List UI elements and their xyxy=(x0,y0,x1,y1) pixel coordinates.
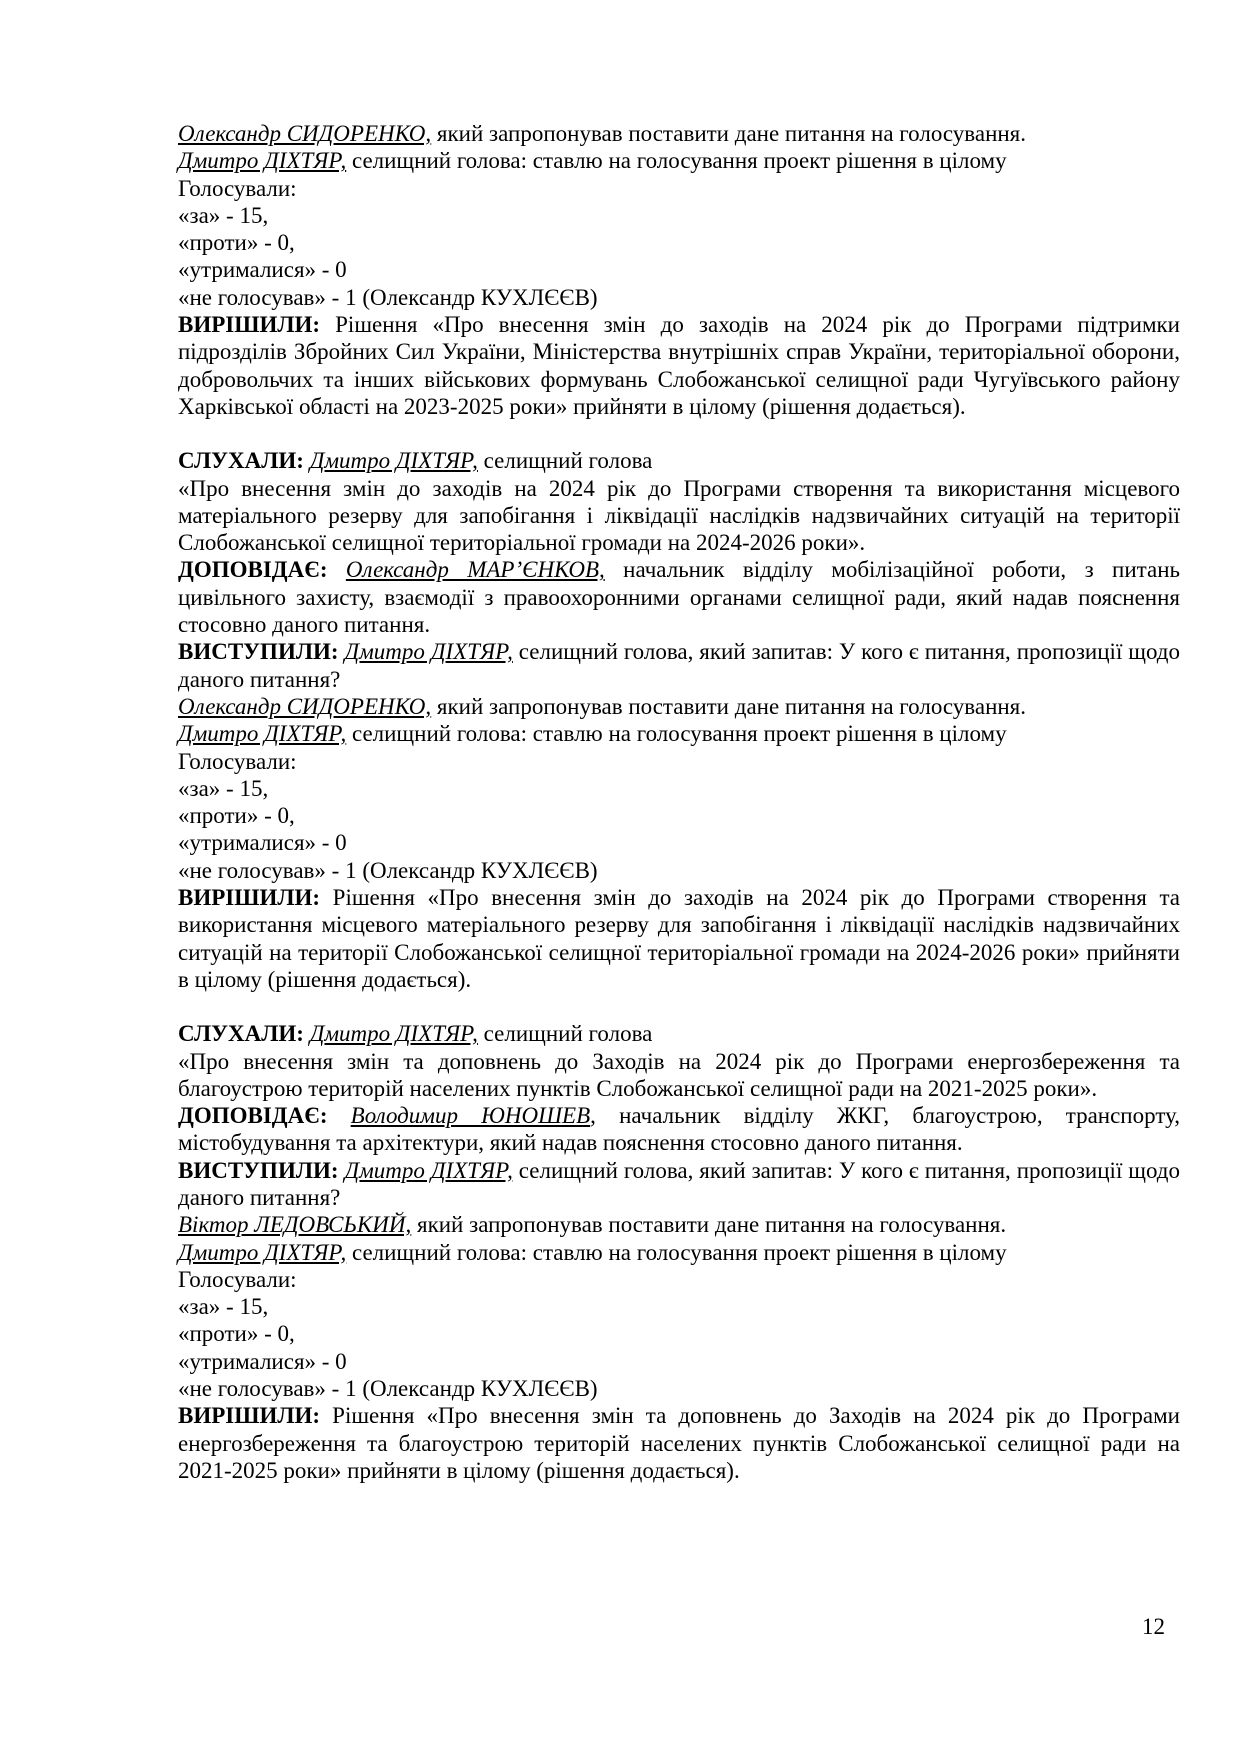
spoke-label: ВИСТУПИЛИ: xyxy=(178,639,339,665)
put-to-vote-text: селищний голова: ставлю на голосування проект рішення в цілому xyxy=(346,148,1007,174)
vote-absent: «не голосував» - 1 (Олександр КУХЛЄЄВ) xyxy=(178,1376,598,1402)
voted-label: Голосували: xyxy=(178,175,297,201)
page-number: 12 xyxy=(1142,1614,1165,1639)
vote-for: «за» - 15, xyxy=(178,202,269,228)
vote-abstain: «утрималися» - 0 xyxy=(178,830,347,856)
put-to-vote-text: селищний голова: ставлю на голосування проект рішення в цілому xyxy=(346,721,1007,747)
decision-paragraph xyxy=(178,1402,1180,1484)
document-body xyxy=(178,120,1180,1484)
vote-against: «проти» - 0, xyxy=(178,230,295,256)
put-to-vote-line xyxy=(178,147,1180,174)
speaker-name: Дмитро ДІХТЯР, xyxy=(344,639,513,665)
voted-label: Голосували: xyxy=(178,1266,297,1292)
decided-label: ВИРІШИЛИ: xyxy=(178,312,321,338)
speaker-role: селищний голова xyxy=(477,1021,653,1047)
voted-label: Голосували: xyxy=(178,748,297,774)
reporter-paragraph xyxy=(178,1102,1180,1157)
spoke-paragraph xyxy=(178,638,1180,693)
speaker-name: Віктор ЛЕДОВСЬКИЙ, xyxy=(178,1212,412,1238)
vote-for: «за» - 15, xyxy=(178,1294,269,1320)
reporter-role: , начальник відділу ЖКГ, благоустрою, транспорту, містобудування та архітектури, який надав пояснення стосовно даного питання. xyxy=(178,1103,1181,1156)
reporter-paragraph xyxy=(178,556,1180,638)
reporter-role: начальник відділу мобілізаційної роботи, з питань цивільного захисту, взаємодії з правоохоронними органами селищної ради, який надав пояснення стосовно даного питання. xyxy=(178,557,1181,638)
put-to-vote-line xyxy=(178,1239,1180,1266)
topic-paragraph: «Про внесення змін до заходів на 2024 рік до Програми створення та використання місцевого матеріального резерву для запобігання і ліквідації наслідків надзвичайних ситуацій на території Слобожанської селищної територіальної громади на 2024-2026 роки». xyxy=(178,475,1180,556)
proposal-line xyxy=(178,693,1180,720)
vote-absent: «не голосував» - 1 (Олександр КУХЛЄЄВ) xyxy=(178,284,598,310)
decided-label: ВИРІШИЛИ: xyxy=(178,885,321,911)
vote-against: «проти» - 0, xyxy=(178,803,295,829)
speaker-name: Олександр СИДОРЕНКО, xyxy=(178,121,432,146)
vote-against: «проти» - 0, xyxy=(178,1321,295,1347)
speaker-name: Дмитро ДІХТЯР, xyxy=(344,1157,513,1183)
decided-label: ВИРІШИЛИ: xyxy=(178,1403,321,1429)
reporter-name: Володимир ЮНОШЕВ xyxy=(350,1103,591,1129)
speaker-name: Дмитро ДІХТЯР, xyxy=(309,448,478,474)
proposal-line xyxy=(178,120,1180,147)
proposal-text: який запропонував поставити дане питання на голосування. xyxy=(431,121,1027,146)
listened-label: СЛУХАЛИ: xyxy=(178,448,304,474)
decision-paragraph xyxy=(178,311,1180,420)
spoke-paragraph xyxy=(178,1157,1180,1212)
reports-label: ДОПОВІДАЄ: xyxy=(178,557,328,583)
vote-abstain: «утрималися» - 0 xyxy=(178,257,347,283)
vote-absent: «не голосував» - 1 (Олександр КУХЛЄЄВ) xyxy=(178,857,598,883)
proposal-line xyxy=(178,1211,1180,1238)
section-gap xyxy=(178,993,1180,1020)
decision-paragraph xyxy=(178,884,1180,993)
proposal-text: який запропонував поставити дане питання на голосування. xyxy=(411,1212,1007,1238)
put-to-vote-line xyxy=(178,720,1180,747)
decision-text: Рішення «Про внесення змін та доповнень до Заходів на 2024 рік до Програми енергозбереження та благоустрою територій населених пунктів Слобожанської селищної ради на 2021-2025 роки» прийняти в цілому (рішення додається). xyxy=(178,1403,1180,1483)
listened-label: СЛУХАЛИ: xyxy=(178,1021,304,1047)
reporter-name: Олександр МАР’ЄНКОВ, xyxy=(345,557,605,583)
speaker-name: Дмитро ДІХТЯР, xyxy=(178,148,347,174)
vote-abstain: «утрималися» - 0 xyxy=(178,1348,347,1374)
spoke-label: ВИСТУПИЛИ: xyxy=(178,1157,339,1183)
listened-line xyxy=(178,447,1180,474)
speaker-name: Дмитро ДІХТЯР, xyxy=(178,1239,347,1265)
put-to-vote-text: селищний голова: ставлю на голосування проект рішення в цілому xyxy=(346,1239,1007,1265)
decision-text: Рішення «Про внесення змін до заходів на 2024 рік до Програми створення та використання місцевого матеріального резерву для запобігання і ліквідації наслідків надзвичайних ситуацій на території Слобожанської селищної територіальної громади на 2024-2026 роки» прийняти в цілому (рішення додається). xyxy=(178,885,1180,992)
vote-for: «за» - 15, xyxy=(178,775,269,801)
listened-line xyxy=(178,1020,1180,1047)
speaker-name: Олександр СИДОРЕНКО, xyxy=(178,693,432,719)
spoke-text: селищний голова, який запитав: У кого є питання, пропозиції щодо даного питання? xyxy=(178,1157,1181,1210)
reports-label: ДОПОВІДАЄ: xyxy=(178,1103,328,1129)
proposal-text: який запропонував поставити дане питання на голосування. xyxy=(431,693,1027,719)
spoke-text: селищний голова, який запитав: У кого є питання, пропозиції щодо даного питання? xyxy=(178,639,1181,692)
speaker-name: Дмитро ДІХТЯР, xyxy=(178,721,347,747)
section-gap xyxy=(178,420,1180,447)
decision-text: Рішення «Про внесення змін до заходів на 2024 рік до Програми підтримки підрозділів Збройних Сил України, Міністерства внутрішніх справ України, територіальної оборони, добровольчих та інших військових формувань Слобожанської селищної ради Чугуївського району Харківської області на 2023-2025 роки» прийняти в цілому (рішення додається). xyxy=(178,312,1180,419)
topic-paragraph: «Про внесення змін та доповнень до Заходів на 2024 рік до Програми енергозбереження та благоустрою територій населених пунктів Слобожанської селищної ради на 2021-2025 роки». xyxy=(178,1048,1180,1101)
speaker-name: Дмитро ДІХТЯР, xyxy=(309,1021,478,1047)
speaker-role: селищний голова xyxy=(477,448,653,474)
